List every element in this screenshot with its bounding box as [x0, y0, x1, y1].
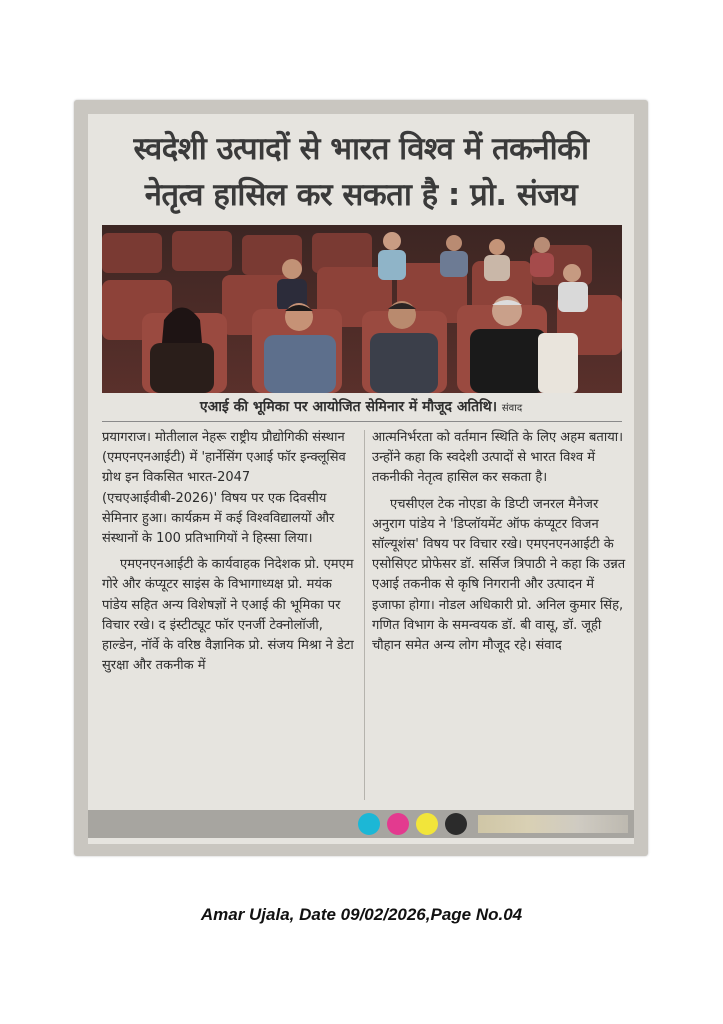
article-column-1: [102, 428, 356, 676]
newspaper-clipping: [88, 114, 634, 844]
caption-divider: [102, 421, 622, 422]
column2-paragraph-1: आत्मनिर्भरता को वर्तमान स्थिति के लिए अहम बताया। उन्होंने कहा कि स्वदेशी उत्पादों से भारत विश्व में तकनीकी नेतृत्व हासिल कर सकता है।: [372, 430, 624, 486]
photo-caption: [88, 396, 634, 420]
headline-line-2: नेतृत्व हासिल कर सकता है : प्रो. संजय: [144, 177, 578, 213]
yellow-registration-mark: [416, 813, 438, 835]
source-footer: Amar Ujala, Date 09/02/2026,Page No.04: [200, 905, 523, 924]
seminar-photo-illustration: [102, 225, 622, 393]
color-strip: [478, 815, 628, 833]
headline-line-1: स्वदेशी उत्पादों से भारत विश्व में तकनीकी: [133, 131, 589, 167]
magenta-registration-mark: [387, 813, 409, 835]
seminar-photo: [102, 225, 622, 393]
column2-paragraph-2: एचसीएल टेक नोएडा के डिप्टी जनरल मैनेजर अनुराग पांडेय ने 'डिप्लॉयमेंट ऑफ कंप्यूटर विजन सॉल्यूशंस' विषय पर विचार रखे। एमएनएनआईटी के एसोसिएट प्रोफेसर डॉ. सर्सिज त्रिपाठी ने कहा कि उन्नत एआई तकनीक से कृषि निगरानी और उत्पादन में इजाफा होगा। नोडल अधिकारी प्रो. अनिल कुमार सिंह, गणित विभाग के समन्वयक डॉ. बी वासू, डॉ. जूही चौहान समेत अन्य लोग मौजूद रहे। संवाद: [372, 496, 626, 654]
print-color-bar: [88, 810, 634, 838]
column-divider: [364, 430, 365, 800]
article-column-2: [372, 428, 626, 656]
black-registration-mark: [445, 813, 467, 835]
column1-paragraph-2: एमएनएनआईटी के कार्यवाहक निदेशक प्रो. एमएम गोरे और कंप्यूटर साइंस के विभागाध्यक्ष प्रो. मयंक पांडेय सहित अन्य विशेषज्ञों ने एआई की भूमिका पर विचार रखे। द इंस्टीट्यूट फॉर एनर्जी टेक्नोलॉजी, हाल्डेन, नॉर्वे के वरिष्ठ वैज्ञानिक प्रो. संजय मिश्रा ने डेटा सुरक्षा और तकनीक में: [102, 557, 354, 674]
column1-paragraph-1: प्रयागराज। मोतीलाल नेहरू राष्ट्रीय प्रौद्योगिकी संस्थान (एमएनएनआईटी) में 'हार्नेसिंग एआई फॉर इन्क्लूसिव ग्रोथ इन विकसित भारत-2047 (एचएआईवीबी-2026)' विषय पर एक दिवसीय सेमिनार हुआ। कार्यक्रम में कई विश्वविद्यालयों और संस्थानों के 100 प्रतिभागियों ने हिस्सा लिया।: [102, 430, 346, 547]
caption-source: संवाद: [501, 403, 523, 414]
cyan-registration-mark: [358, 813, 380, 835]
headline: [88, 126, 634, 218]
caption-text: एआई की भूमिका पर आयोजित सेमिनार में मौजूद अतिथि।: [199, 399, 498, 415]
